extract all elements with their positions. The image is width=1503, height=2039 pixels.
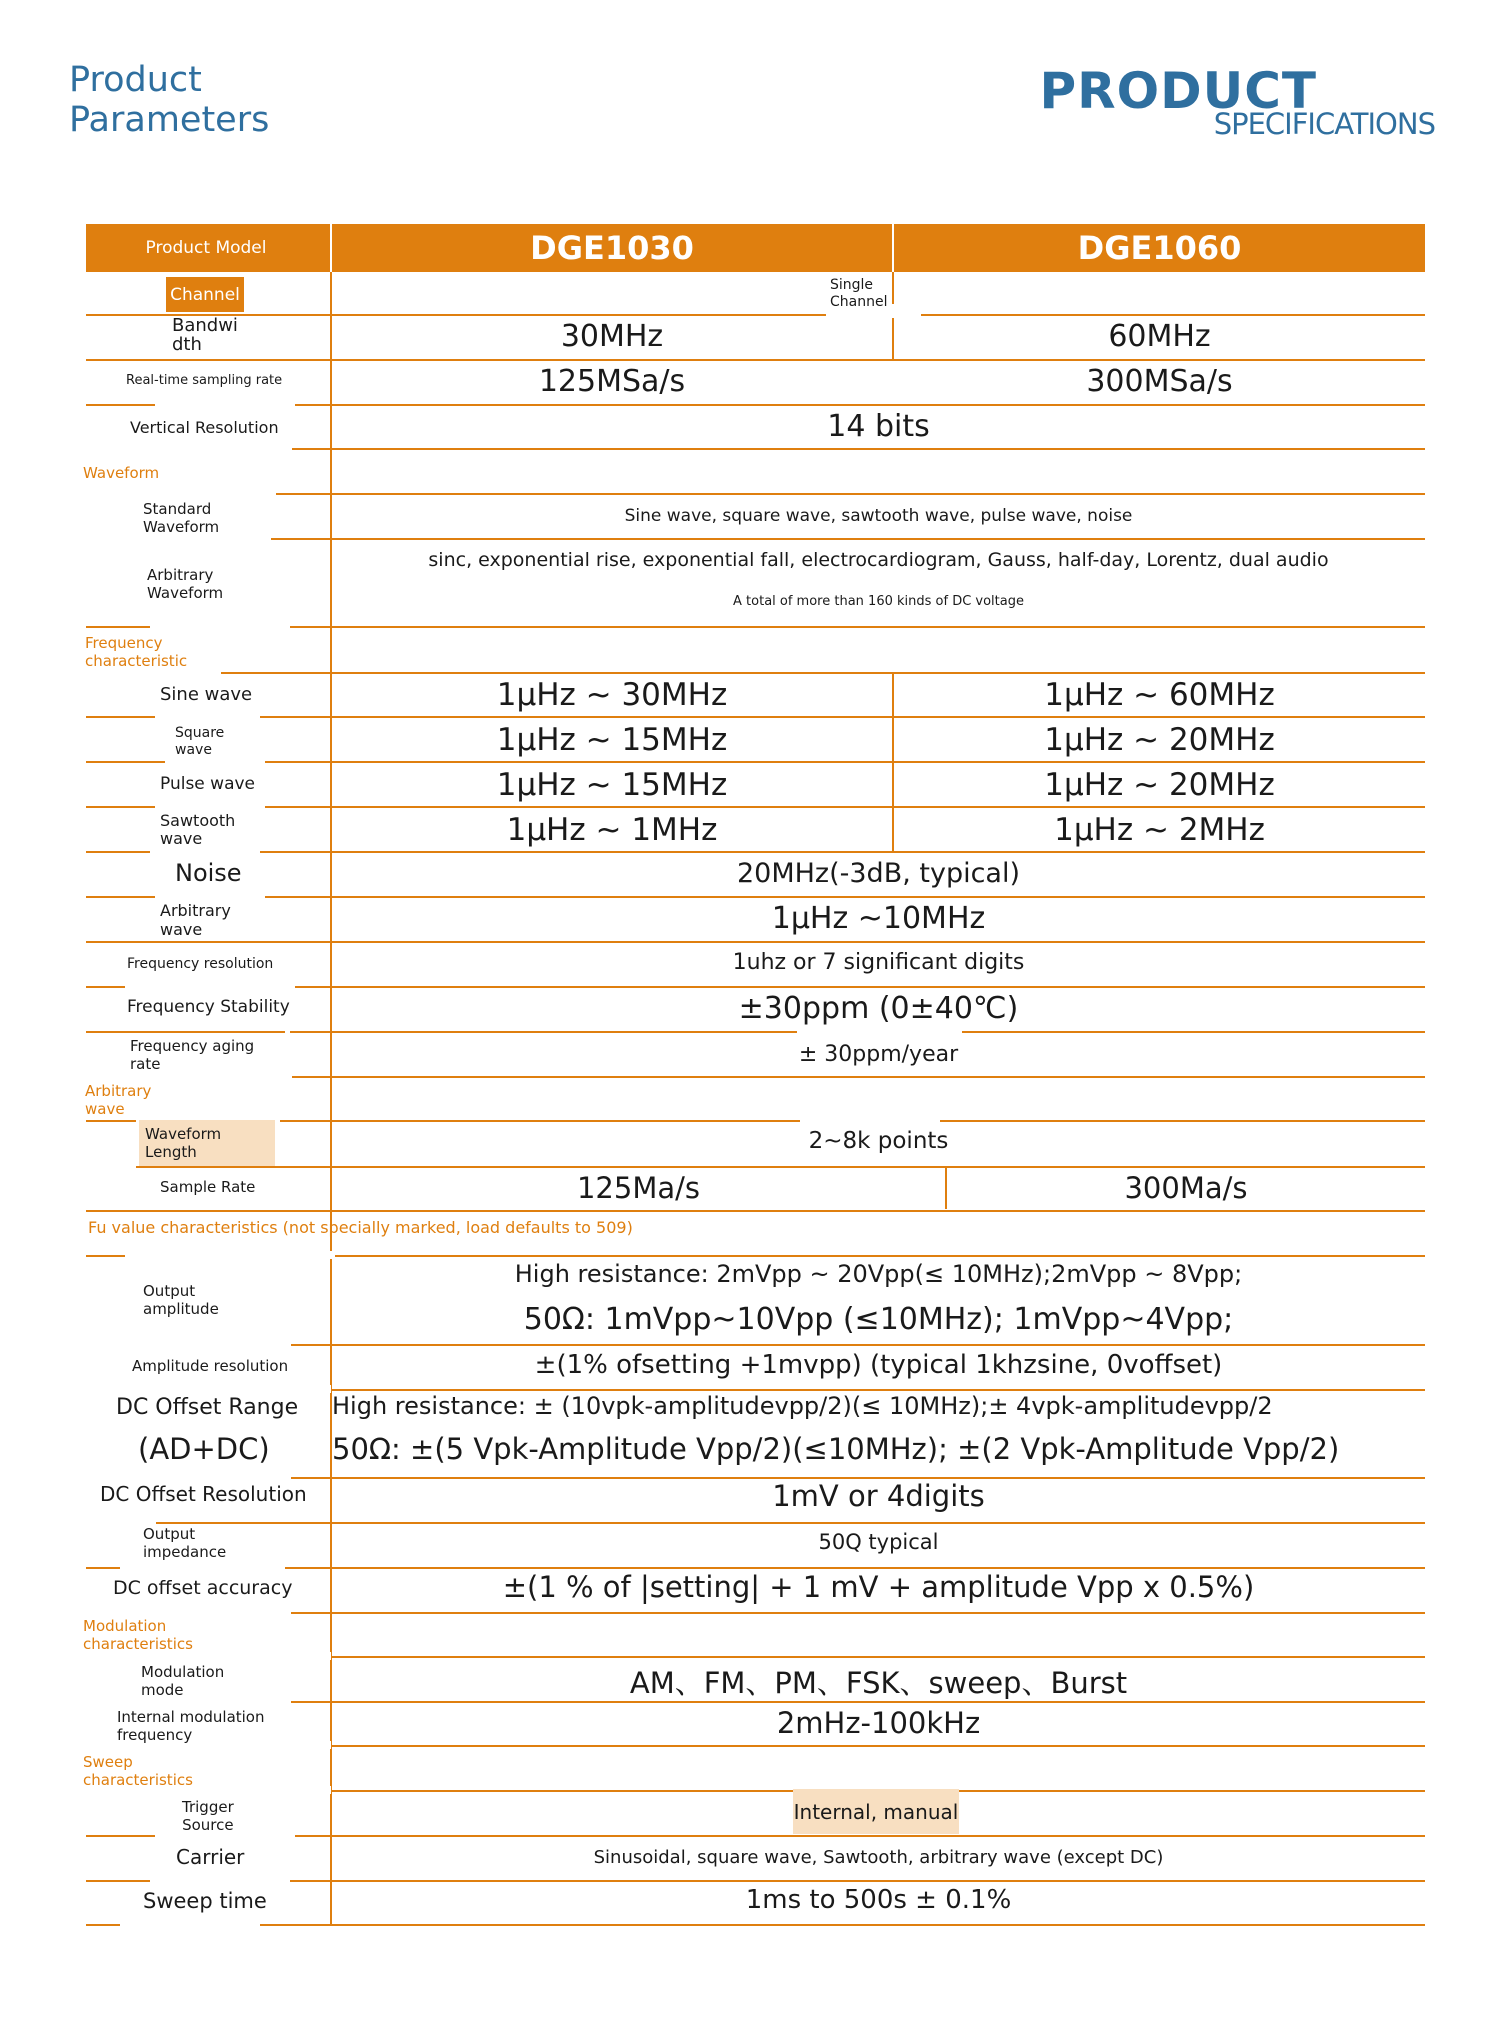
sampling-rate-dge1060: 300MSa/s [1086, 364, 1233, 399]
frequency-aging-label: Frequency aging rate [130, 1037, 255, 1073]
arbitrary-waveform-label: Arbitrary Waveform [147, 566, 224, 602]
sample-rate-dge1030: 125Ma/s [576, 1171, 701, 1205]
amplitude-resolution-value: ±(1% ofsetting +1mvpp) (typical 1khzsine, 0voffset) [534, 1350, 1223, 1380]
model-dge1030: DGE1030 [530, 229, 694, 267]
pulse-wave-dge1060: 1μHz ~ 20MHz [1044, 767, 1275, 803]
line-gap [285, 1429, 325, 1437]
arbitrary-waveform-list: sinc, exponential rise, exponential fall, electrocardiogram, Gauss, half-day, Lorentz, dual audio [428, 549, 1329, 571]
bandwidth-dge1060: 60MHz [1108, 319, 1211, 354]
dc-offset-range-sublabel: (AD+DC) [138, 1432, 270, 1466]
line-gap [125, 1251, 335, 1259]
output-impedance-value: 50Q typical [818, 1530, 939, 1554]
modulation-mode-label: Modulation mode [141, 1663, 225, 1699]
row-divider [86, 1210, 1425, 1212]
sweep-time-label: Sweep time [143, 1889, 267, 1913]
carrier-value: Sinusoidal, square wave, Sawtooth, arbitrary wave (except DC) [593, 1847, 1164, 1868]
line-gap [86, 489, 276, 497]
row-divider [292, 1076, 1425, 1078]
row-divider [86, 1567, 1425, 1569]
sine-wave-label: Sine wave [160, 684, 253, 705]
dc-offset-range-high-resistance: High resistance: ± (10vpk-amplitudevpp/2)(≤ 10MHz);± 4vpk-amplitudevpp/2 [332, 1392, 1273, 1420]
row-divider [86, 806, 1425, 808]
sine-wave-dge1060: 1μHz ~ 60MHz [1044, 677, 1275, 713]
carrier-label: Carrier [176, 1845, 245, 1869]
output-impedance-label: Output impedance [143, 1525, 227, 1561]
row-divider [86, 761, 1425, 763]
row-divider [86, 1522, 1425, 1524]
output-amplitude-50ohm: 50Ω: 1mVpp~10Vpp (≤10MHz); 1mVpp~4Vpp; [523, 1302, 1234, 1337]
vertical-resolution-value: 14 bits [827, 409, 930, 444]
arbitrary-waveform-note: A total of more than 160 kinds of DC voltage [733, 594, 1024, 609]
bandwidth-dge1030: 30MHz [560, 319, 664, 354]
section-frequency: Frequency characteristic [85, 634, 188, 670]
row-divider [86, 672, 1425, 674]
dc-offset-range-50ohm: 50Ω: ±(5 Vpk-Amplitude Vpp/2)(≤10MHz); ±(2 Vpk-Amplitude Vpp/2) [332, 1432, 1340, 1466]
row-divider [276, 493, 1425, 495]
bandwidth-label: Bandwi dth [172, 315, 238, 355]
arbitrary-wave-label: Arbitrary wave [160, 901, 231, 939]
noise-value: 20MHz(-3dB, typical) [736, 858, 1021, 889]
line-gap [150, 622, 290, 630]
line-gap [86, 1340, 291, 1348]
noise-label: Noise [175, 859, 242, 887]
line-gap [155, 892, 265, 900]
sweep-time-value: 1ms to 500s ± 0.1% [745, 1885, 1012, 1915]
row-divider [86, 1120, 1425, 1122]
brand-subheading: SPECIFICATIONS [1213, 107, 1435, 141]
frequency-resolution-label: Frequency resolution [127, 956, 274, 972]
line-gap [285, 1027, 290, 1035]
section-modulation: Modulation characteristics [83, 1617, 193, 1653]
square-wave-dge1060: 1μHz ~ 20MHz [1044, 722, 1275, 758]
row-divider [292, 448, 1425, 450]
section-sweep: Sweep characteristics [83, 1753, 193, 1789]
dc-offset-accuracy-label: DC offset accuracy [113, 1577, 293, 1599]
page-title [69, 60, 269, 140]
line-gap [86, 1072, 291, 1080]
line-gap [800, 1116, 940, 1124]
internal-modulation-frequency-label: Internal modulation frequency [117, 1708, 265, 1744]
line-gap [150, 1876, 290, 1884]
standard-waveform-value: Sine wave, square wave, sawtooth wave, pulse wave, noise [624, 506, 1133, 526]
row-divider [86, 716, 1425, 718]
sine-wave-dge1030: 1μHz ~ 30MHz [496, 677, 728, 713]
line-gap [86, 1473, 291, 1481]
output-amplitude-label: Output amplitude [143, 1282, 219, 1318]
line-gap [155, 400, 295, 408]
sample-rate-label: Sample Rate [160, 1178, 256, 1196]
trigger-source-value: Internal, manual [793, 1789, 959, 1834]
section-waveform: Waveform [83, 464, 160, 482]
line-gap [150, 847, 260, 855]
pulse-wave-dge1030: 1μHz ~ 15MHz [496, 767, 728, 803]
arbitrary-wave-value: 1μHz ~10MHz [771, 901, 986, 936]
row-divider [86, 851, 1425, 853]
section-fu-value: Fu value characteristics (not specially marked, load defaults to 509) [88, 1218, 633, 1237]
page-title-line2: Parameters [69, 100, 270, 140]
dc-offset-range-label: DC Offset Range [116, 1395, 299, 1420]
frequency-resolution-value: 1uhz or 7 significant digits [732, 950, 1025, 975]
line-gap [86, 444, 291, 452]
square-wave-label: Square wave [175, 725, 225, 758]
sawtooth-wave-dge1060: 1μHz ~ 2MHz [1054, 812, 1265, 848]
product-model-label: Product Model [145, 238, 267, 258]
pulse-wave-label: Pulse wave [160, 774, 256, 794]
sawtooth-wave-dge1030: 1μHz ~ 1MHz [506, 812, 718, 848]
line-gap [125, 982, 295, 990]
dc-offset-accuracy-value: ±(1 % of |setting| + 1 mV + amplitude Vpp x 0.5%) [502, 1570, 1255, 1604]
trigger-source-label: Trigger Source [182, 1798, 234, 1834]
waveform-length-value: 2~8k points [808, 1128, 949, 1154]
channel-value: Single Channel [830, 277, 888, 310]
channel-label: Channel [166, 277, 244, 312]
dc-offset-resolution-label: DC Offset Resolution [100, 1482, 307, 1506]
page-title-line1: Product [69, 60, 202, 100]
line-gap [155, 802, 265, 810]
line-gap [86, 1652, 331, 1660]
line-gap [86, 1162, 136, 1170]
line-gap [155, 712, 260, 720]
amplitude-resolution-label: Amplitude resolution [132, 1357, 289, 1375]
row-divider [86, 941, 1425, 943]
sampling-rate-dge1030: 125MSa/s [538, 364, 686, 399]
frequency-aging-value: ± 30ppm/year [798, 1042, 959, 1067]
vertical-resolution-label: Vertical Resolution [130, 418, 279, 437]
waveform-length-label: Waveform Length [145, 1125, 222, 1161]
sawtooth-wave-label: Sawtooth wave [160, 811, 236, 848]
sampling-rate-label: Real-time sampling rate [126, 373, 283, 388]
section-arbitrary-wave: Arbitrary wave [85, 1082, 152, 1118]
line-gap [120, 1563, 285, 1571]
modulation-mode-value: AM、FM、PM、FSK、sweep、Burst [629, 1666, 1128, 1700]
row-divider [86, 359, 1425, 361]
brand-heading: PRODUCT [1039, 62, 1317, 120]
line-gap [86, 1608, 291, 1616]
sample-rate-dge1060: 300Ma/s [1124, 1171, 1248, 1205]
line-gap [797, 1027, 962, 1035]
dc-offset-resolution-value: 1mV or 4digits [772, 1479, 985, 1513]
model-dge1060: DGE1060 [1077, 229, 1242, 267]
internal-modulation-frequency-value: 2mHz-100kHz [776, 1706, 981, 1740]
square-wave-dge1030: 1μHz ~ 15MHz [496, 722, 728, 758]
frequency-stability-label: Frequency Stability [127, 997, 290, 1017]
frequency-stability-value: ±30ppm (0±40℃) [738, 991, 1019, 1026]
line-gap [120, 1920, 260, 1928]
row-divider [86, 538, 1425, 540]
line-gap [86, 1385, 331, 1393]
standard-waveform-label: Standard Waveform [143, 500, 220, 536]
row-divider [86, 1166, 1425, 1168]
row-divider [86, 896, 1425, 898]
row-divider [86, 1924, 1425, 1926]
row-divider [86, 314, 1425, 316]
output-amplitude-high-resistance: High resistance: 2mVpp ~ 20Vpp(≤ 10MHz);2mVpp ~ 8Vpp; [514, 1260, 1243, 1288]
